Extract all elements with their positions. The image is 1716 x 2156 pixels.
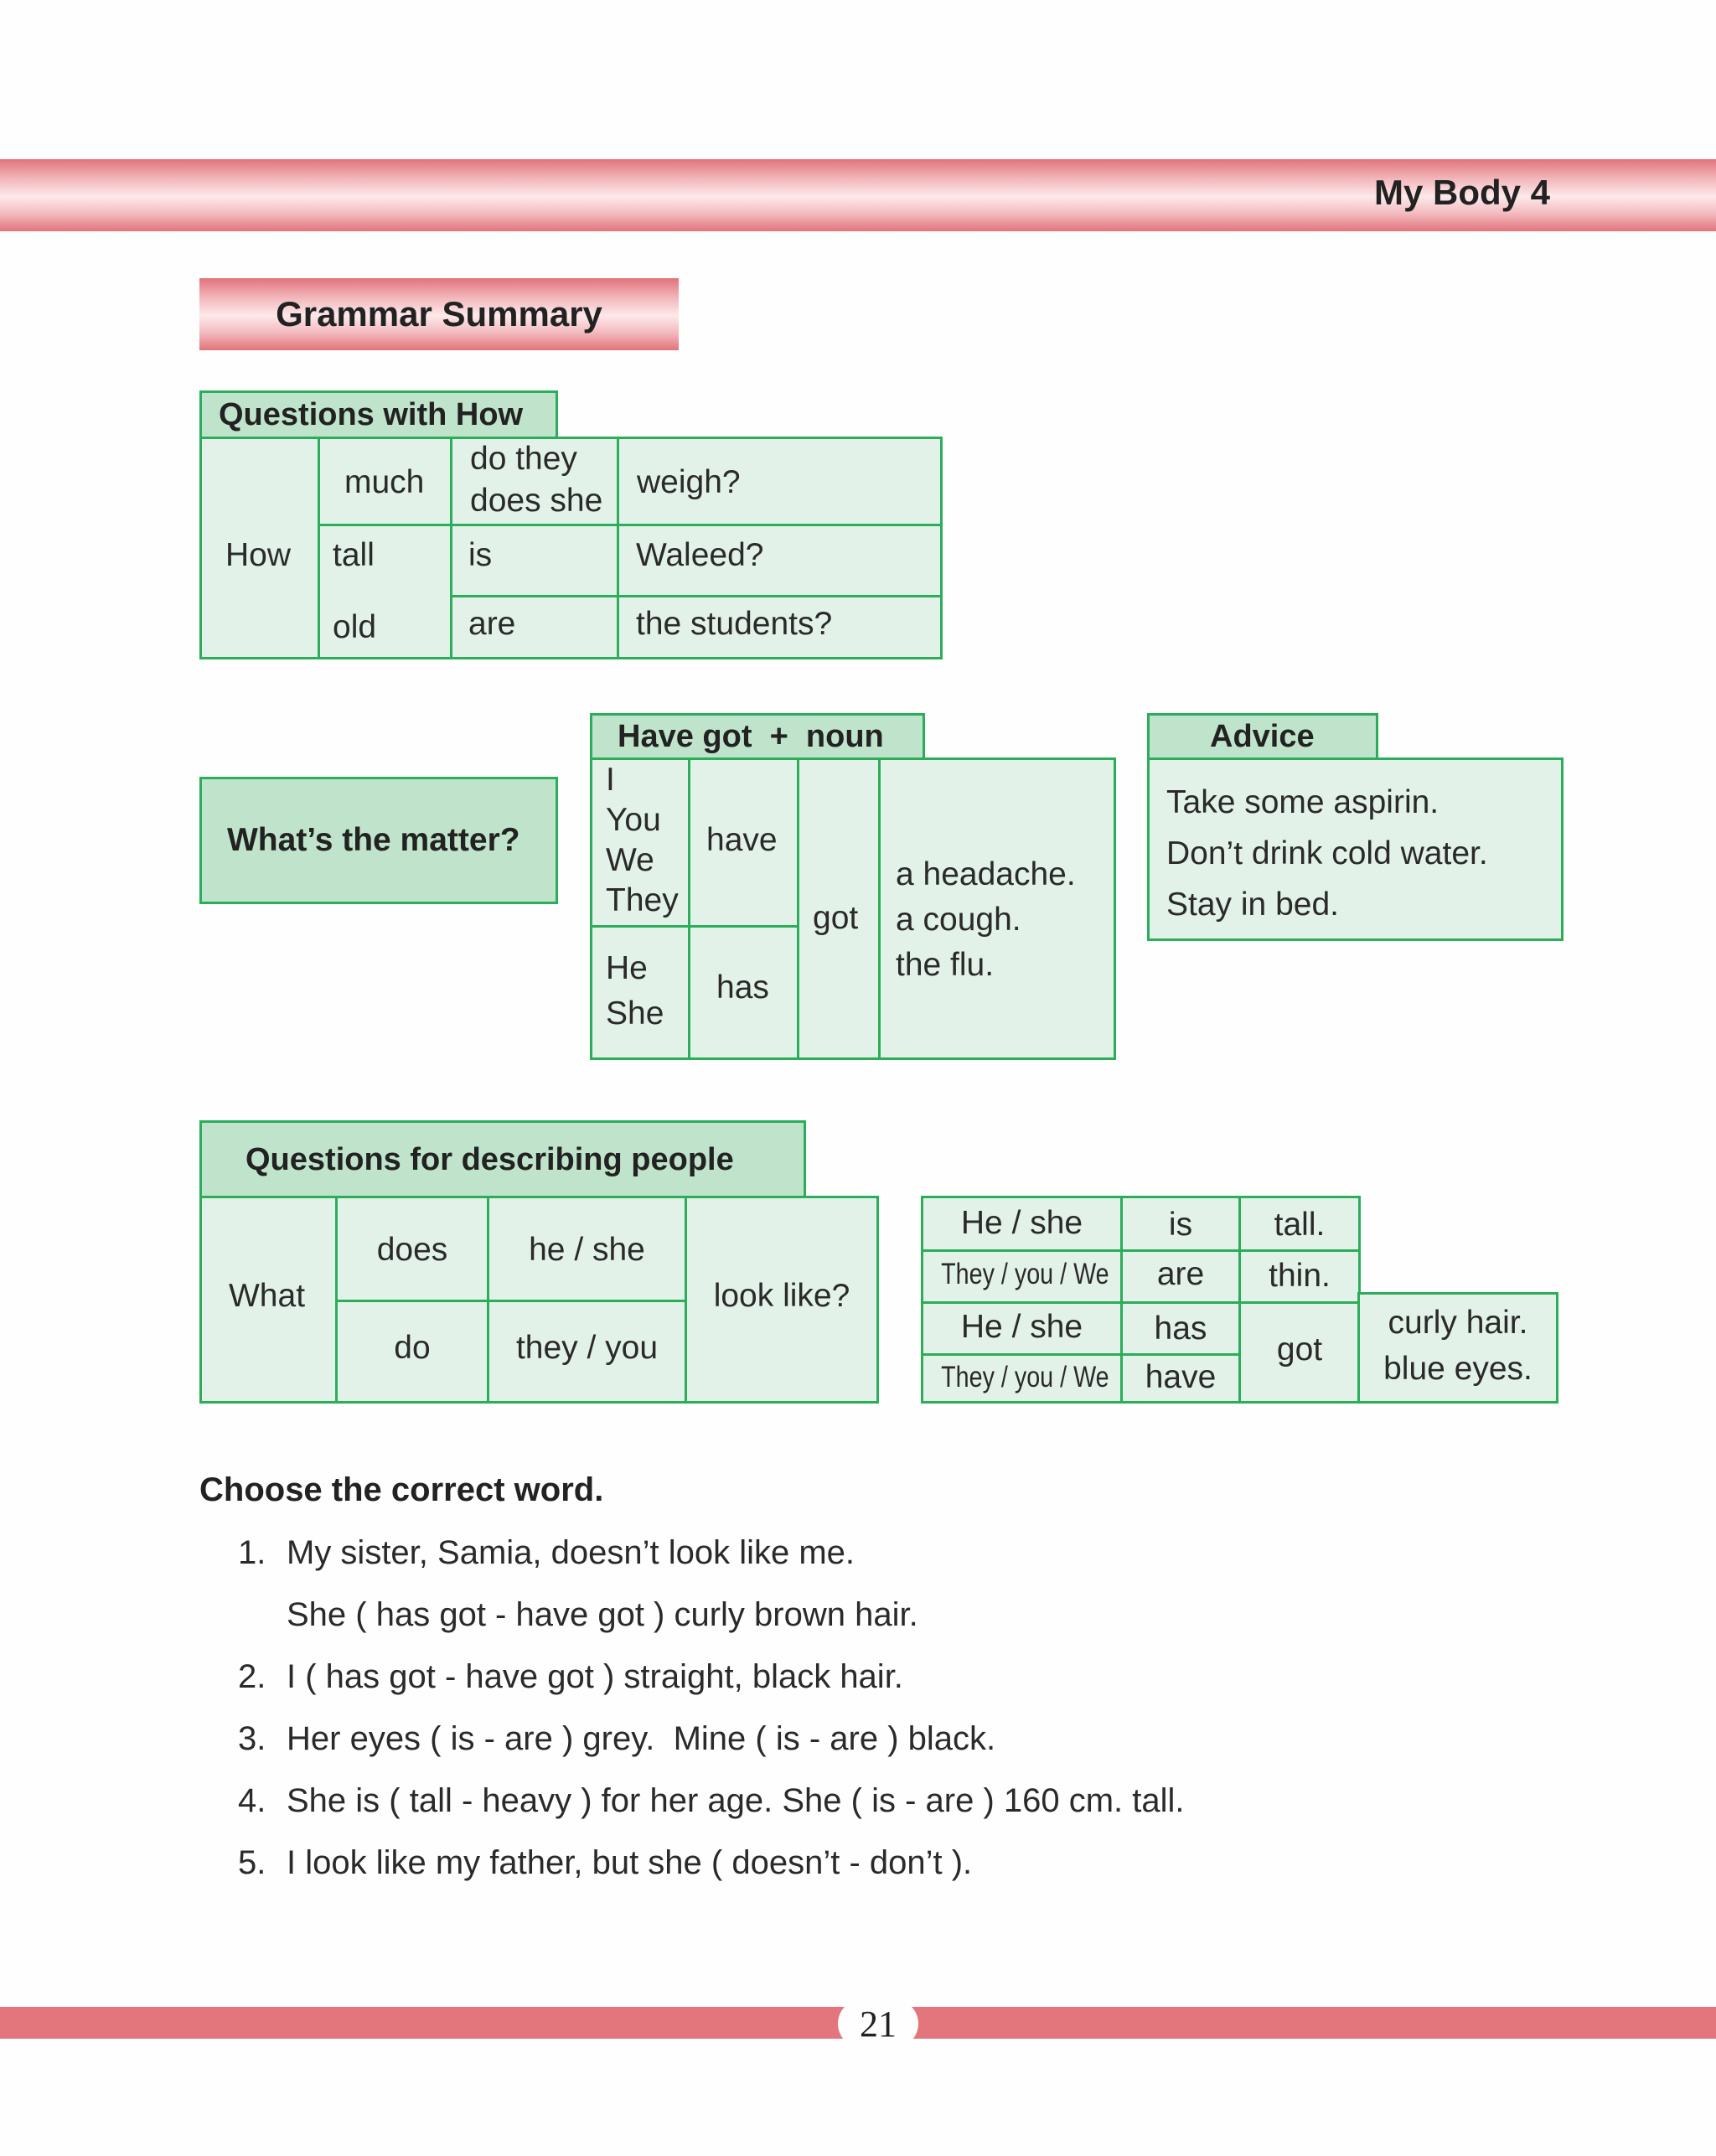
divider bbox=[450, 439, 452, 657]
have-cell: have bbox=[706, 822, 778, 858]
noun-cough: a cough. bbox=[896, 902, 1021, 938]
does-she-cell: does she bbox=[470, 483, 603, 519]
advice-heading-text: Advice bbox=[1210, 719, 1315, 754]
they-you-cell: they / you bbox=[515, 1330, 659, 1366]
waleed-cell: Waleed? bbox=[636, 537, 764, 573]
advice-line-1: Take some aspirin. bbox=[1166, 784, 1439, 820]
r1-verb: is bbox=[1168, 1207, 1193, 1243]
much-cell: much bbox=[344, 464, 425, 500]
describe-heading-text: Questions for describing people bbox=[246, 1141, 734, 1177]
divider bbox=[923, 1353, 1238, 1356]
exercise-item-3-text: Her eyes ( is - are ) grey. Mine ( is - are ) black. bbox=[287, 1720, 996, 1757]
advice-box bbox=[1147, 757, 1564, 941]
look-like-cell: look like? bbox=[713, 1278, 850, 1314]
r4-verb: have bbox=[1145, 1359, 1217, 1395]
divider bbox=[318, 524, 940, 526]
feature-list bbox=[1360, 1300, 1556, 1392]
do-they-cell: do they bbox=[470, 441, 577, 477]
chapter-title: My Body 4 bbox=[1374, 173, 1551, 212]
divider bbox=[688, 760, 690, 1057]
divider bbox=[878, 760, 881, 1057]
features-box bbox=[1357, 1292, 1558, 1404]
he-she-cell: he / she bbox=[529, 1232, 645, 1268]
pronoun-list-singular bbox=[606, 946, 664, 1037]
how-questions-heading-text: Questions with How bbox=[219, 397, 524, 432]
advice-list bbox=[1166, 777, 1488, 930]
exercise-item-3-num: 3. bbox=[238, 1720, 266, 1757]
students-cell: the students? bbox=[636, 606, 833, 642]
exercise-item-1b-text: She ( has got - have got ) curly brown hair. bbox=[287, 1596, 918, 1633]
feature-curly-hair: curly hair. bbox=[1388, 1305, 1528, 1341]
have-got-heading-text: Have got + noun bbox=[618, 719, 884, 754]
are-cell: are bbox=[468, 606, 516, 642]
pronoun-you: You bbox=[606, 802, 661, 838]
divider bbox=[318, 439, 320, 657]
divider bbox=[923, 1249, 1358, 1252]
do-cell: do bbox=[394, 1330, 431, 1366]
page-number-text: 21 bbox=[860, 2003, 897, 2045]
exercise-item-2-text: I ( has got - have got ) straight, black hair. bbox=[287, 1658, 903, 1695]
r1-adj: tall. bbox=[1274, 1207, 1326, 1243]
have-got-table bbox=[590, 757, 1116, 1060]
r3-subject: He / she bbox=[960, 1309, 1083, 1345]
feature-blue-eyes: blue eyes. bbox=[1383, 1351, 1533, 1387]
has-cell: has bbox=[716, 969, 769, 1006]
page-number bbox=[838, 1999, 918, 2048]
got-cell: got bbox=[1276, 1331, 1323, 1368]
advice-heading bbox=[1147, 713, 1378, 761]
noun-flu: the flu. bbox=[896, 947, 995, 983]
exercise-item-4-num: 4. bbox=[238, 1782, 266, 1819]
exercise-item-1-num: 1. bbox=[238, 1534, 266, 1571]
pronoun-i: I bbox=[606, 762, 615, 798]
describe-heading bbox=[199, 1120, 806, 1199]
describe-table bbox=[199, 1196, 879, 1404]
exercise-item-1-text: My sister, Samia, doesn’t look like me. bbox=[287, 1534, 855, 1571]
how-cell: How bbox=[225, 537, 292, 573]
pronoun-we: We bbox=[606, 842, 654, 878]
how-questions-table bbox=[199, 437, 943, 659]
does-cell: does bbox=[376, 1232, 448, 1268]
pronoun-they: They bbox=[606, 882, 679, 918]
divider bbox=[923, 1301, 1358, 1304]
tall-cell: tall bbox=[333, 537, 375, 573]
pronoun-he: He bbox=[606, 950, 648, 986]
advice-line-3: Stay in bed. bbox=[1166, 887, 1339, 923]
describe-answers-table bbox=[921, 1196, 1361, 1404]
r3-verb: has bbox=[1154, 1311, 1207, 1347]
how-questions-heading bbox=[199, 390, 558, 440]
r2-subject: They / you / We bbox=[941, 1258, 1109, 1290]
exercise-item-5-text: I look like my father, but she ( doesn’t - don’t ). bbox=[287, 1844, 973, 1881]
old-cell: old bbox=[333, 609, 377, 645]
r1-subject: He / she bbox=[960, 1205, 1083, 1241]
noun-list bbox=[896, 852, 1076, 988]
r2-adj: thin. bbox=[1269, 1258, 1331, 1294]
exercise-item-5-num: 5. bbox=[238, 1844, 266, 1881]
divider bbox=[797, 760, 799, 1057]
exercise-item-4-text: She is ( tall - heavy ) for her age. She ( is - are ) 160 cm. tall. bbox=[287, 1782, 1185, 1819]
exercise-item-2-num: 2. bbox=[238, 1658, 266, 1695]
r4-subject: They / you / We bbox=[941, 1361, 1109, 1393]
got-cell: got bbox=[813, 900, 859, 936]
pronoun-she: She bbox=[606, 995, 664, 1031]
divider bbox=[592, 925, 797, 928]
advice-line-2: Don’t drink cold water. bbox=[1166, 835, 1488, 871]
divider bbox=[450, 595, 940, 597]
r2-verb: are bbox=[1156, 1256, 1205, 1292]
have-got-heading bbox=[590, 713, 925, 761]
divider bbox=[617, 439, 619, 657]
exercise-title: Choose the correct word. bbox=[199, 1471, 604, 1508]
matter-label: What’s the matter? bbox=[227, 822, 520, 858]
weigh-cell: weigh? bbox=[637, 464, 741, 500]
what-cell: What bbox=[229, 1278, 306, 1314]
divider bbox=[335, 1300, 685, 1302]
pronoun-list-plural bbox=[606, 760, 679, 921]
noun-headache: a headache. bbox=[896, 856, 1076, 892]
is-cell: is bbox=[468, 537, 493, 573]
grammar-summary-label: Grammar Summary bbox=[199, 278, 679, 350]
matter-box bbox=[199, 777, 558, 904]
